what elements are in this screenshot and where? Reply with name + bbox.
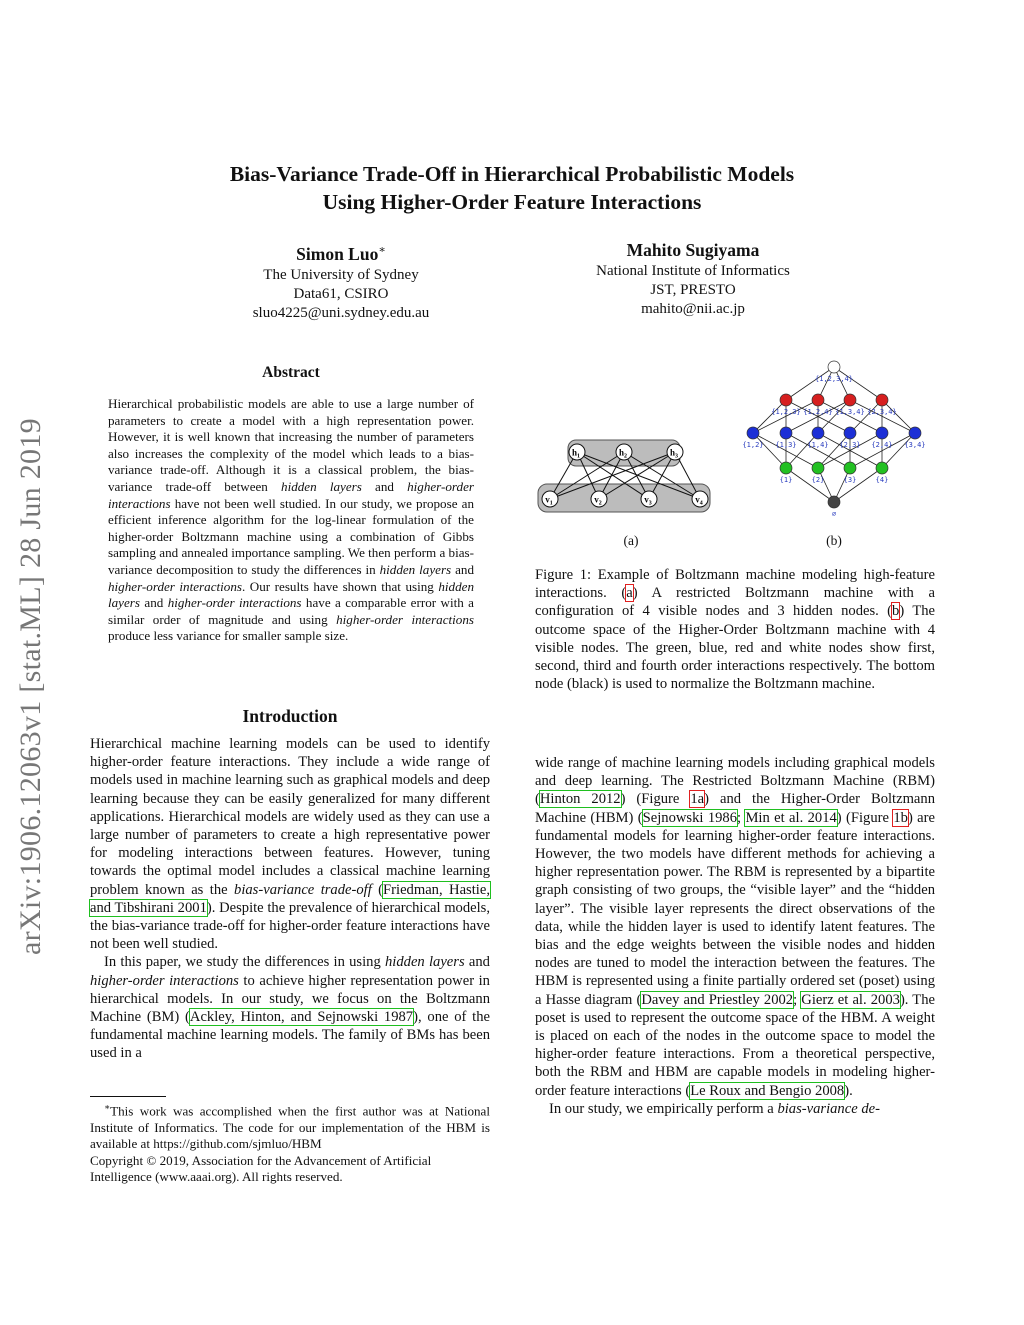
- figure-ref-1a-body[interactable]: 1a: [690, 791, 705, 808]
- introduction-body: [90, 735, 490, 1063]
- hasse-node-label: {2,4}: [871, 441, 893, 449]
- author-email-1: sluo4225@uni.sydney.edu.au: [252, 304, 430, 321]
- hasse-node: [828, 361, 840, 373]
- figure-1a-label: (a): [623, 533, 639, 548]
- citation-gierz-2003[interactable]: Gierz et al. 2003: [801, 991, 900, 1008]
- hasse-edge: [834, 367, 882, 400]
- hasse-edge: [850, 400, 882, 433]
- hasse-node: [844, 427, 856, 439]
- author-block-1: [181, 238, 501, 323]
- citation-leroux-2008[interactable]: Le Roux and Bengio 2008: [690, 1082, 845, 1099]
- hasse-node: [747, 427, 759, 439]
- hasse-node-label: {1}: [779, 476, 793, 484]
- citation-min-2014[interactable]: Min et al. 2014: [745, 809, 837, 826]
- author-affiliation-1a: The University of Sydney: [263, 266, 419, 283]
- footnote-text: ∗This work was accomplished when the first author was at National Institute of Informatics. The code for our implementation of the HBM is available at https://github.com/sjmluo/HBM: [90, 1102, 490, 1152]
- hasse-node: [909, 427, 921, 439]
- figure-ref-1a[interactable]: a: [626, 585, 633, 602]
- hasse-node-label: {2,3,4}: [867, 408, 897, 416]
- hasse-node-label: {1,2,3}: [771, 408, 801, 416]
- hasse-node-label: {1,4}: [807, 441, 829, 449]
- hasse-node-label: {1,2,4}: [803, 408, 833, 416]
- author-email-2: mahito@nii.ac.jp: [641, 301, 745, 317]
- hasse-node-label: {3}: [843, 476, 857, 484]
- hasse-node: [780, 427, 792, 439]
- author-affiliation-2a: National Institute of Informatics: [596, 263, 790, 279]
- figure-1b-hasse-diagram: [736, 356, 936, 521]
- hasse-node-label: {3,4}: [904, 441, 926, 449]
- hasse-node: [828, 496, 840, 508]
- citation-friedman-2001[interactable]: Friedman, Hastie, and Tibshirani 2001: [90, 881, 490, 916]
- hasse-node-label: ∅: [831, 510, 837, 518]
- hasse-node: [812, 394, 824, 406]
- hasse-edge: [753, 433, 786, 468]
- citation-sejnowski-1986[interactable]: Sejnowski 1986: [642, 809, 738, 826]
- intro-paragraph-2: In this paper, we study the differences in using hidden layers and higher-order interactions to achieve higher representation power in hierarchical models. In our study, we focus on the Boltzmann Machine (BM) (Ackley, Hinton, and Sejnowski 1987), one of the fundamental machine learning models. The family of BMs has been used in a: [90, 954, 490, 1062]
- paper-title: [0, 160, 1024, 216]
- title-line-2: Using Higher-Order Feature Interactions: [322, 190, 702, 214]
- hasse-node-label: {4}: [875, 476, 889, 484]
- copyright-notice: Copyright © 2019, Association for the Advancement of Artificial Intelligence (www.aaai.org). All rights reserved.: [90, 1152, 432, 1184]
- hasse-node: [876, 462, 888, 474]
- hasse-node-label: {1,2}: [742, 441, 764, 449]
- rbm-visible-node-label: $v_4$: [695, 494, 703, 507]
- citation-hinton-2012[interactable]: Hinton 2012: [539, 791, 621, 808]
- right-column-body: [535, 754, 935, 1118]
- rbm-hidden-node-label: $h_3$: [669, 447, 679, 460]
- title-line-1: Bias-Variance Trade-Off in Hierarchical Probabilistic Models: [229, 162, 795, 186]
- right-paragraph-1: wide range of machine learning models including graphical models and deep learning. The Restricted Boltzmann Machine (RBM) (Hinton 2012) (Figure 1a) and the Higher-Order Boltzmann Machine (HBM) (Sejnowski 1986; Min et al. 2014) (Figure 1b) are fundamental models for learning higher-order feature interactions. However, the two models have different methods for achieving a higher representation power. The RBM is represented by a bipartite graph consisting of two groups, the “visible layer” and the “hidden layer”. The visible layer represents the direct observations of the data, while the hidden layer is used to identify latent features. The bias and the edge weights between the visible nodes and hidden nodes are tuned to model the interaction between the features. The HBM is represented using a finite partially ordered set (poset) using a Hasse diagram (Davey and Priestley 2002; Gierz et al. 2003). The poset is used to represent the outcome space of the HBM. A weight is placed on each of the nodes in the outcome space to model the higher-order feature interactions. From a theoretical perspective, both the RBM and HBM are capable models in modeling higher-order feature interactions (Le Roux and Bengio 2008).: [535, 755, 935, 1099]
- hasse-node: [812, 427, 824, 439]
- footnote-rule: [90, 1096, 166, 1097]
- author-affiliation-1b: Data61, CSIRO: [293, 285, 389, 302]
- footnote: [90, 1099, 490, 1185]
- rbm-visible-node-label: $v_1$: [545, 494, 553, 507]
- hasse-node-label: {1,3}: [775, 441, 797, 449]
- citation-ackley-1987[interactable]: Ackley, Hinton, and Sejnowski 1987: [189, 1009, 414, 1026]
- hasse-node: [844, 462, 856, 474]
- hasse-edge: [882, 433, 915, 468]
- author-affiliation-2b: JST, PRESTO: [650, 282, 736, 298]
- hasse-node-label: {1,2,3,4}: [815, 375, 853, 383]
- rbm-visible-node-label: $v_3$: [644, 494, 652, 507]
- hasse-node: [844, 394, 856, 406]
- author-name-1: Simon Luo∗: [296, 243, 386, 264]
- figure-ref-1b-body[interactable]: 1b: [893, 809, 908, 826]
- hasse-node: [812, 462, 824, 474]
- hasse-node: [876, 427, 888, 439]
- hasse-edge: [786, 433, 818, 468]
- rbm-hidden-node-label: $h_2$: [618, 447, 628, 460]
- hasse-node: [780, 394, 792, 406]
- hasse-edge: [818, 433, 850, 468]
- abstract-heading: Abstract: [262, 364, 320, 381]
- hasse-edge: [753, 400, 786, 433]
- section-heading-introduction: Introduction: [242, 706, 338, 726]
- author-block-2: [533, 238, 853, 319]
- intro-paragraph-1: Hierarchical machine learning models can be used to identify higher-order feature interactions. They include a wide range of models used in machine learning such as graphical models and deep learning because they can be easily generalized for many different applications. Hierarchical models are widely used as they can use a large number of parameters to create a high representative power for modeling interactions between features. However, tuning towards the optimal model includes a classical machine learning problem known as the bias-variance trade-off (Friedman, Hastie, and Tibshirani 2001). Despite the prevalence of hierarchical models, the bias-variance trade-off for higher-order feature interactions have not been well studied.: [90, 736, 491, 953]
- abstract-body: Hierarchical probabilistic models are able to use a large number of parameters to create a model with a high representation power. However, it is well known that increasing the number of parameters also increases the complexity of the model which leads to a bias-variance trade-off. Although it is a classical problem, the bias-variance trade-off between hidden layers and higher-order interactions have not been well studied. In our study, we propose an efficient inference algorithm for the log-linear formulation of the higher-order Boltzmann machine using a combination of Gibbs sampling and annealed importance sampling. We then perform a bias-variance decomposition to study the differences in hidden layers and higher-order interactions. Our results have shown that using hidden layers and higher-order interactions have a comparable error with a similar order of magnitude and using higher-order interactions produce less variance for smaller sample size.: [108, 396, 474, 644]
- figure-ref-1b[interactable]: b: [892, 603, 900, 620]
- arxiv-stamp: arXiv:1906.12063v1 [stat.ML] 28 Jun 2019: [14, 418, 47, 955]
- figure-1a-rbm: [536, 438, 712, 514]
- figure-1b-label: (b): [826, 533, 842, 548]
- hasse-node-label: {2}: [811, 476, 825, 484]
- hasse-edge: [834, 468, 882, 502]
- citation-davey-2002[interactable]: Davey and Priestley 2002: [641, 991, 794, 1008]
- author-name-2: Mahito Sugiyama: [626, 240, 760, 260]
- author-footnote-mark: ∗: [378, 244, 386, 256]
- right-paragraph-2: In our study, we empirically perform a bias-variance de-: [549, 1100, 880, 1117]
- hasse-edge: [786, 468, 834, 502]
- figure-1-caption: Figure 1: Example of Boltzmann machine modeling high-feature interactions. (a) A restricted Boltzmann machine with a configuration of 4 visible nodes and 3 hidden nodes. (b) The outcome space of the Higher-Order Boltzmann machine with 4 visible nodes. The green, blue, red and white nodes show first, second, third and fourth order interactions respectively. The bottom node (black) is used to normalize the Boltzmann machine.: [535, 567, 936, 693]
- rbm-visible-layer-box: [538, 484, 710, 512]
- hasse-node-label: {1,3,4}: [835, 408, 865, 416]
- rbm-visible-node-label: $v_2$: [594, 494, 602, 507]
- hasse-node: [780, 462, 792, 474]
- hasse-node-label: {2,3}: [839, 441, 861, 449]
- hasse-node: [876, 394, 888, 406]
- rbm-hidden-node-label: $h_1$: [571, 447, 581, 460]
- hasse-edge: [882, 400, 915, 433]
- hasse-edge: [818, 400, 850, 433]
- hasse-edge: [786, 367, 834, 400]
